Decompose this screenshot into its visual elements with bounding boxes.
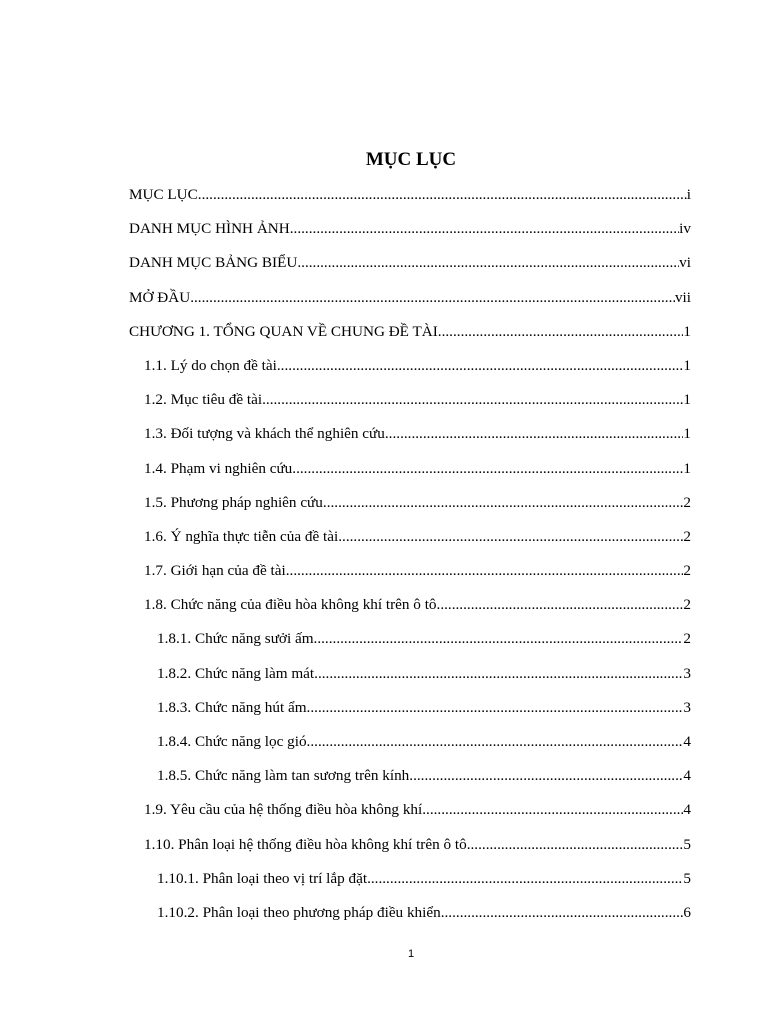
toc-entry-text: 1.8.3. Chức năng hút ẩm [157, 698, 307, 716]
toc-list [0, 178, 768, 930]
toc-entry-page: 3 [683, 664, 691, 682]
toc-dot-leader [307, 691, 684, 725]
toc-entry-text: 1.8.5. Chức năng làm tan sương trên kính [157, 767, 410, 785]
toc-entry[interactable] [144, 828, 691, 862]
toc-entry-text: 1.8.4. Chức năng lọc gió [157, 733, 307, 750]
toc-dot-leader [297, 246, 679, 280]
toc-entry-text: 1.1. Lý do chọn đề tài [144, 356, 277, 374]
toc-entry[interactable] [144, 383, 691, 417]
toc-entry-text: 1.10.1. Phân loại theo vị trí lắp đặt [157, 869, 368, 887]
toc-entry-text: 1.4. Phạm vi nghiên cứu [144, 459, 293, 477]
toc-entry[interactable] [144, 486, 691, 520]
toc-entry-text: 1.8.1. Chức năng sưởi ấm [157, 630, 314, 648]
toc-entry[interactable] [144, 349, 691, 383]
toc-entry-page: i [686, 186, 691, 203]
toc-entry-text: 1.7. Giới hạn của đề tài [144, 562, 286, 580]
toc-entry[interactable] [129, 246, 691, 280]
toc-entry-page: iv [679, 220, 691, 238]
toc-entry-page: 4 [683, 733, 691, 750]
toc-dot-leader [467, 828, 684, 862]
toc-entry[interactable] [144, 554, 691, 588]
toc-dot-leader [437, 588, 684, 622]
toc-entry[interactable] [157, 622, 691, 656]
toc-dot-leader [190, 281, 675, 315]
toc-entry[interactable] [157, 657, 691, 691]
toc-dot-leader [277, 349, 684, 383]
toc-dot-leader [409, 759, 683, 793]
toc-entry[interactable] [157, 691, 691, 725]
toc-entry[interactable] [129, 281, 691, 315]
toc-entry[interactable] [144, 452, 691, 486]
toc-entry-text: MỤC LỤC [129, 186, 198, 203]
toc-entry-text: 1.6. Ý nghĩa thực tiễn của đề tài [144, 527, 339, 545]
toc-entry-text: 1.8.2. Chức năng làm mát [157, 664, 315, 682]
toc-entry-page: 1 [683, 425, 691, 443]
toc-dot-leader [307, 725, 684, 759]
toc-entry-page: vi [679, 254, 691, 272]
toc-entry[interactable] [144, 417, 691, 451]
toc-entry-page: 1 [683, 322, 691, 340]
toc-title: MỤC LỤC [365, 149, 457, 170]
toc-entry-page: 3 [683, 698, 691, 716]
toc-entry-page: 6 [683, 903, 691, 921]
toc-entry-page: 4 [683, 801, 691, 819]
toc-dot-leader [290, 212, 679, 246]
toc-entry-page: 1 [683, 391, 691, 409]
toc-entry[interactable] [144, 588, 691, 622]
toc-entry[interactable] [144, 793, 691, 827]
toc-dot-leader [367, 862, 683, 896]
toc-dot-leader [314, 622, 684, 656]
toc-dot-leader [262, 383, 683, 417]
toc-entry[interactable] [129, 315, 691, 349]
toc-entry-text: 1.5. Phương pháp nghiên cứu [144, 493, 323, 511]
toc-dot-leader [385, 417, 684, 451]
toc-entry-page: 5 [683, 869, 691, 887]
toc-entry-page: vii [674, 288, 691, 306]
toc-entry[interactable] [157, 725, 691, 759]
toc-dot-leader [314, 657, 683, 691]
toc-entry-text: 1.10.2. Phân loại theo phương pháp điều khiển [157, 903, 441, 921]
toc-entry-text: DANH MỤC BẢNG BIỂU [129, 254, 298, 272]
toc-entry-page: 2 [683, 527, 691, 545]
toc-entry[interactable] [129, 178, 691, 212]
toc-entry[interactable] [157, 759, 691, 793]
toc-entry-text: 1.9. Yêu cầu của hệ thống điều hòa không khí [144, 801, 423, 819]
toc-entry-page: 2 [683, 562, 691, 580]
toc-dot-leader [422, 793, 683, 827]
toc-entry-text: 1.3. Đối tượng và khách thể nghiên cứu [144, 425, 385, 443]
page-number: 1 [407, 948, 415, 960]
toc-entry-page: 2 [683, 493, 691, 511]
toc-entry-page: 2 [683, 630, 691, 648]
toc-dot-leader [286, 554, 684, 588]
toc-entry-page: 5 [683, 835, 691, 853]
toc-entry-text: 1.10. Phân loại hệ thống điều hòa không khí trên ô tô [144, 835, 467, 853]
toc-entry-page: 4 [683, 767, 691, 785]
toc-entry[interactable] [157, 896, 691, 930]
toc-dot-leader [438, 315, 684, 349]
toc-entry-page: 2 [683, 596, 691, 614]
toc-entry-text: DANH MỤC HÌNH ẢNH [129, 220, 290, 238]
toc-entry[interactable] [129, 212, 691, 246]
toc-dot-leader [292, 452, 683, 486]
toc-entry[interactable] [157, 862, 691, 896]
toc-entry-text: 1.8. Chức năng của điều hòa không khí trên ô tô [144, 596, 437, 614]
toc-entry-page: 1 [683, 459, 691, 477]
toc-dot-leader [338, 520, 683, 554]
toc-entry-text: CHƯƠNG 1. TỔNG QUAN VỀ CHUNG ĐỀ TÀI [129, 322, 438, 340]
toc-dot-leader [323, 486, 684, 520]
toc-entry[interactable] [144, 520, 691, 554]
toc-entry-page: 1 [683, 356, 691, 374]
toc-dot-leader [441, 896, 684, 930]
toc-dot-leader [198, 178, 687, 212]
toc-entry-text: 1.2. Mục tiêu đề tài [144, 391, 263, 409]
toc-entry-text: MỞ ĐẦU [129, 288, 191, 306]
